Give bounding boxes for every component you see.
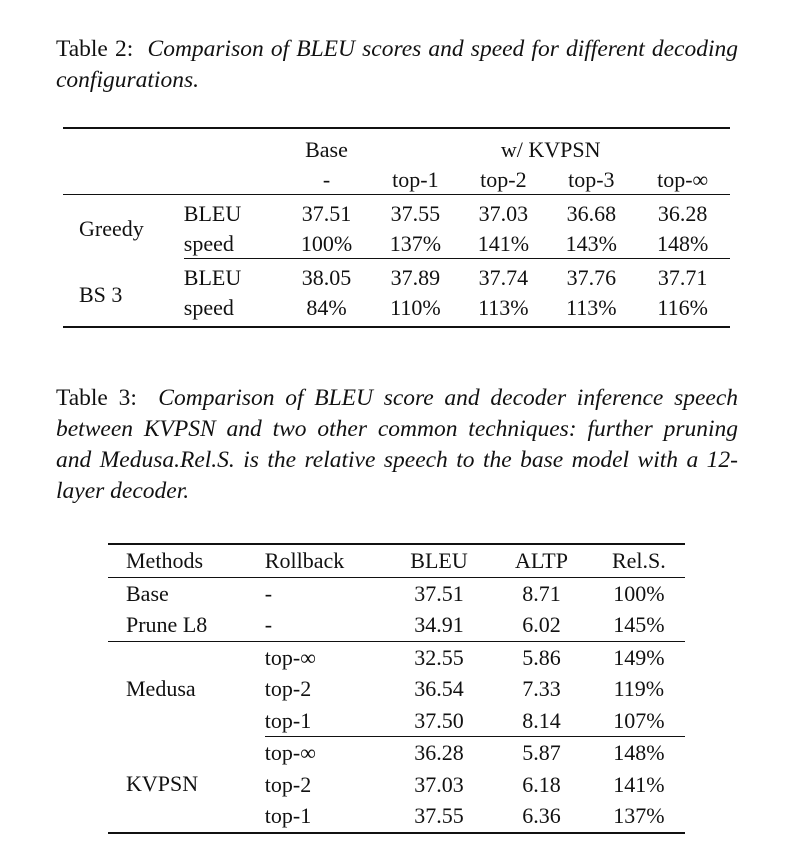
table3-rel-s: 119% (613, 676, 665, 701)
table3-altp: 6.02 (490, 609, 592, 641)
table2-cell: 37.74 (478, 265, 529, 290)
table2-cell: 100% (282, 229, 372, 259)
table3-bleu: 37.55 (414, 803, 464, 828)
table2-cell: 37.89 (390, 265, 441, 290)
table2-caption-text: Comparison of BLEU scores and speed for different decoding configurations. (56, 36, 738, 93)
table2-header-base: Base (305, 137, 348, 162)
table3-altp: 6.36 (522, 803, 561, 828)
table3-bleu: 37.50 (388, 705, 490, 737)
table3-bleu: 37.03 (414, 771, 464, 797)
table3-rollback: top-1 (265, 705, 388, 737)
table2-decoding-label: Greedy (79, 216, 144, 241)
table2-metric-label: speed (183, 294, 234, 320)
table3-bleu: 34.91 (388, 609, 490, 641)
table2-cell: 37.71 (657, 265, 708, 290)
table3-rollback: top-2 (264, 771, 312, 797)
table2-cell: 36.68 (566, 201, 617, 226)
table3-column-header: Rollback (265, 544, 388, 577)
table2-caption (56, 34, 738, 96)
table-row (108, 577, 685, 609)
table3-altp: 8.14 (490, 705, 592, 737)
table3-column-header: ALTP (490, 544, 592, 577)
table3-rel-s: 100% (613, 580, 665, 606)
table2-cell: 37.03 (478, 201, 529, 226)
table3-rel-s: 107% (593, 705, 685, 737)
table2-header-kvpsn: w/ KVPSN (500, 137, 601, 162)
table3-bleu: 36.54 (414, 676, 464, 701)
table2 (63, 127, 730, 328)
table-row (108, 737, 685, 769)
table2-cell: 36.28 (657, 201, 708, 226)
table3-rel-s: 145% (593, 609, 685, 641)
table3-caption-text: Comparison of BLEU score and decoder inference speech between KVPSN and two other common techniques: further pruning and Medusa.Rel.S. is the relative speech to the base model with a 12-layer decoder. (56, 385, 739, 504)
table3-rollback: top-2 (264, 676, 312, 701)
table2-cell: 38.05 (301, 265, 352, 290)
table2-cell: 116% (657, 294, 708, 320)
table3-method: Medusa (126, 676, 196, 702)
table2-caption-label: Table 2: (56, 36, 134, 62)
table3-rollback: top-1 (264, 803, 312, 828)
table2-subheader: top-1 (371, 165, 459, 195)
table2-cell: 143% (547, 229, 635, 259)
table3-caption (56, 383, 738, 507)
table3-column-header: Rel.S. (593, 544, 685, 577)
table2-cell: 37.51 (301, 201, 352, 226)
table3-altp: 6.18 (522, 771, 561, 797)
table3-column-header: Methods (108, 544, 265, 577)
table2-metric-label: speed (184, 229, 282, 259)
table-row (63, 195, 730, 229)
table3-rollback: top-∞ (264, 644, 316, 670)
table-row (63, 259, 730, 293)
table3-rollback: - (264, 580, 273, 606)
table3-altp: 5.86 (522, 644, 561, 670)
table2-cell: 113% (478, 294, 529, 320)
table3-rel-s: 137% (613, 803, 665, 828)
table3-column-header: BLEU (388, 544, 490, 577)
table3-method: Prune L8 (108, 609, 265, 641)
table2-cell: 37.55 (390, 201, 441, 226)
table3-bleu: 32.55 (414, 644, 464, 670)
table3-bleu: 36.28 (414, 740, 464, 765)
table3-rollback: top-∞ (264, 740, 316, 765)
table3-altp: 8.71 (522, 580, 561, 606)
table2-metric-label: BLEU (183, 265, 242, 290)
table3-rel-s: 148% (613, 740, 665, 765)
table2-decoding-label: BS 3 (79, 281, 123, 307)
table3-altp: 5.87 (522, 740, 561, 765)
table2-subheader: - (282, 165, 372, 195)
table2-cell: 110% (390, 294, 441, 320)
table-row (108, 641, 685, 673)
table3-rel-s: 141% (613, 771, 665, 797)
table2-cell: 37.76 (566, 265, 617, 290)
table2-subheader: top-3 (547, 165, 635, 195)
table3-rel-s: 149% (613, 644, 665, 670)
table3 (108, 543, 685, 834)
table2-cell: 113% (566, 294, 617, 320)
table3-method: KVPSN (126, 771, 199, 797)
table2-cell: 84% (306, 294, 347, 320)
table2-cell: 148% (635, 229, 730, 259)
table3-bleu: 37.51 (414, 580, 464, 606)
table2-cell: 137% (371, 229, 459, 259)
table2-subheader: top-2 (459, 165, 547, 195)
table2-subheader: top-∞ (635, 165, 730, 195)
table3-altp: 7.33 (522, 676, 561, 701)
table2-cell: 141% (459, 229, 547, 259)
table2-metric-label: BLEU (183, 201, 242, 226)
table3-caption-label: Table 3: (56, 385, 137, 411)
table-row (108, 609, 685, 641)
table3-method: Base (126, 580, 169, 606)
table3-rollback: - (265, 609, 388, 641)
